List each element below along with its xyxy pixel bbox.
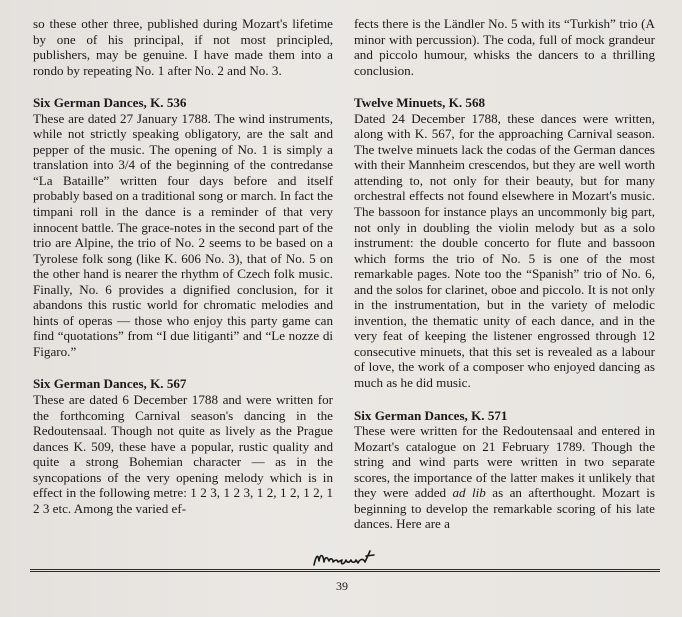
k571-paragraph: [354, 423, 655, 532]
intro-paragraph: so these other three, published during Mozart's lifetime by one of his principal, if not most principled, publishers, may be genuine. I have made them into a rondo by repeating No. 1 after No. 2 and No. 3.: [33, 16, 333, 78]
footer-rule-bottom: [30, 571, 660, 572]
footer-rule-top: [30, 569, 660, 570]
k567-continuation: fects there is the Ländler No. 5 with its “Turkish” trio (A minor with percussion). The coda, full of mock grandeur and piccolo humour, whisks the dancers to a thrilling conclusion.: [354, 16, 655, 78]
right-column: [354, 16, 655, 532]
k571-italic-ad-lib: ad lib: [452, 485, 486, 501]
k571-text-start: These were written for the Redoutensaal and entered in Mozart's catalogue on 21 February 1789. Though the string and wind parts were written in two separate scores, the importance of the latter makes it unlikely that they were added: [354, 423, 655, 501]
k568-heading: Twelve Minuets, K. 568: [354, 95, 486, 111]
k536-heading: Six German Dances, K. 536: [33, 95, 187, 111]
page-number: 39: [336, 579, 348, 593]
k568-paragraph: Dated 24 December 1788, these dances were written, along with K. 567, for the approaching Carnival season. The twelve minuets lack the codas of the German dances with their Mannheim crescendos, but they are well worth attending to, not only for their beauty, but for many orchestral effects not found elsewhere in Mozart's music. The bassoon for instance plays an uncommonly big part, not only in doubling the violin melody but as a solo instrument: the double concerto for flute and bassoon which forms the trio of No. 5 is one of the most remarkable pages. Note too the “Spanish” trio of No. 6, and the solos for clarinet, oboe and piccolo. It is not only in the instrumentation, but in the variety of melodic invention, the thematic unity of each dance, and in the very feat of keeping the listener engrossed through 12 consecutive minuets, that this set is revealed as a labour of love, the work of a composer who enjoyed dancing as much as he did music.: [354, 110, 655, 391]
left-column: [33, 16, 333, 516]
mozart-signature-logo: [310, 548, 390, 570]
k571-heading: Six German Dances, K. 571: [354, 407, 508, 423]
k536-paragraph: These are dated 27 January 1788. The wind instruments, while not strictly speaking obligatory, are the salt and pepper of the music. The opening of No. 1 is simply a translation into 3/4 of the beginning of the contredanse “La Bataille” written four days before and itself probably based on a traditional song or march. In fact the timpani roll in the dance is a reminder of that very innocent battle. The grace-notes in the second part of the trio are Alpine, the trio of No. 2 seems to be based on a Tyrolese folk song (like K. 606 No. 3), that of No. 5 on the other hand is nearer the rhythm of Czech folk music. Finally, No. 6 provides a dignified conclusion, for it abandons this rustic world for chromatic melodies and hints of operas — those who enjoy this party game can find “quotations” from “I due litiganti” and “Le nozze di Figaro.”: [33, 110, 333, 359]
k571-text-end: as an afterthought. Mozart is beginning to develop the remarkable scoring of his late dances. Here are a: [354, 485, 655, 532]
k567-paragraph: These are dated 6 December 1788 and were written for the forthcoming Carnival season's dancing in the Redoutensaal. Though not quite as lively as the Prague dances K. 509, these have a popular, rustic quality and quite a strong Bohemian character — as in the syncopations of the very opening melody which is in effect in the following metre: 1 2 3, 1 2 3, 1 2, 1 2, 1 2, 1 2 3 etc. Among the varied ef-: [33, 392, 333, 516]
k567-heading: Six German Dances, K. 567: [33, 376, 187, 392]
